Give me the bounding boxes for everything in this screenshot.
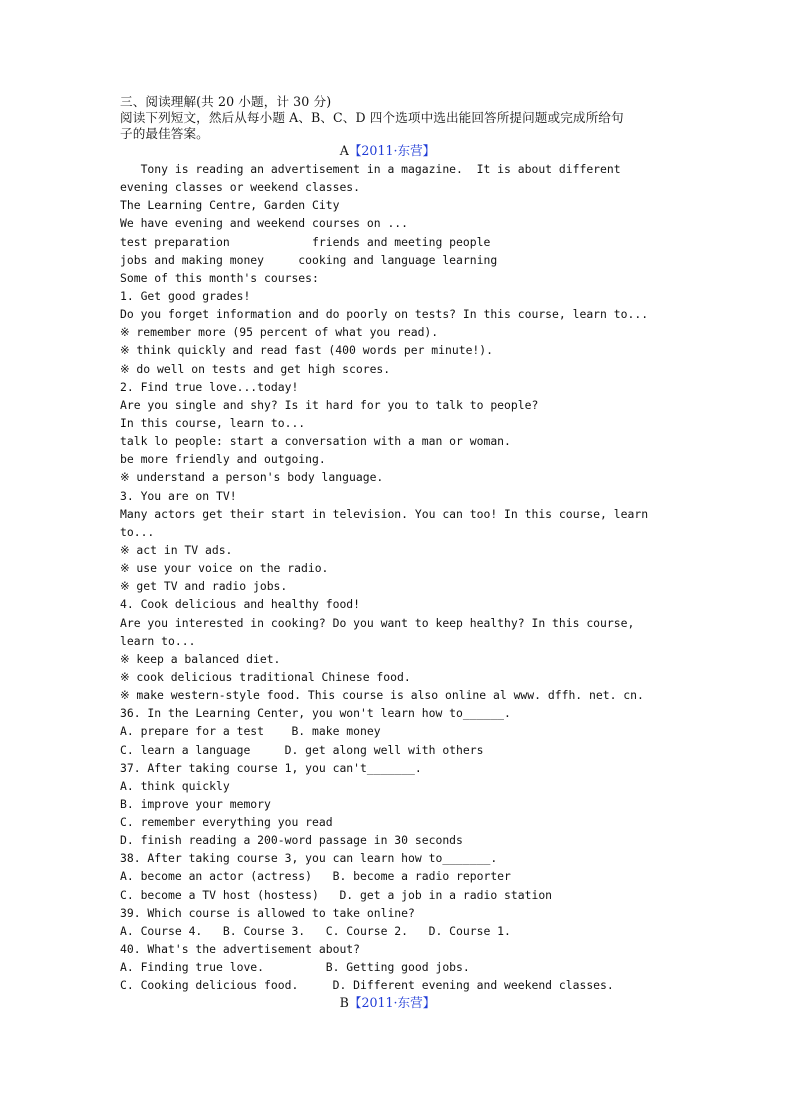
passage-a-source [110,142,665,160]
passage-line: jobs and making money cooking and language learning [120,252,498,267]
passage-line: C. become a TV host (hostess) D. get a job in a radio station [120,887,553,902]
passage-line: 38. After taking course 3, you can learn how to_______. [120,851,498,866]
passage-line: The Learning Centre, Garden City [120,198,340,213]
passage-b-source-tag: 【2011·东营】 [348,995,436,1011]
passage-line: to... [120,524,155,539]
passage-line: learn to... [120,633,196,648]
passage-line: C. Cooking delicious food. D. Different evening and weekend classes. [120,978,614,993]
passage-line: ※ understand a person's body language. [120,470,384,485]
passage-line: A. think quickly [120,778,230,793]
passage-line: Are you single and shy? Is it hard for you to talk to people? [120,397,539,412]
section-heading: 三、阅读理解(共 20 小题，计 30 分) [120,94,332,109]
passage-line: ※ use your voice on the radio. [120,561,329,576]
passage-line: 2. Find true love...today! [120,379,299,394]
passage-line: A. become an actor (actress) B. become a radio reporter [120,869,511,884]
passage-b-source [110,994,665,1012]
passage-line: be more friendly and outgoing. [120,452,326,467]
passage-line: 40. What's the advertisement about? [120,942,361,957]
passage-line: Many actors get their start in television. You can too! In this course, learn [120,506,649,521]
passage-line: A. Finding true love. B. Getting good jobs. [120,960,470,975]
passage-line: In this course, learn to... [120,415,306,430]
passage-line: ※ make western-style food. This course is also online al www. dffh. net. cn. [120,688,644,703]
passage-line: A. Course 4. B. Course 3. C. Course 2. D. Course 1. [120,923,511,938]
passage-line: C. learn a language D. get along well with others [120,742,484,757]
document-page [120,94,665,1012]
passage-line: ※ keep a balanced diet. [120,651,281,666]
passage-line: 1. Get good grades! [120,288,251,303]
passage-line: Tony is reading an advertisement in a magazine. It is about different [120,162,621,176]
passage-line: 37. After taking course 1, you can't_______. [120,760,422,775]
passage-line: A. prepare for a test B. make money [120,724,381,739]
passage-a-label: A [339,143,349,158]
passage-line: C. remember everything you read [120,815,333,830]
passage-line: Some of this month's courses: [120,270,319,285]
passage-line: 4. Cook delicious and healthy food! [120,597,361,612]
passage-line: We have evening and weekend courses on ... [120,216,409,231]
passage-line: ※ remember more (95 percent of what you read). [120,325,439,340]
passage-line: B. improve your memory [120,796,271,811]
passage-line: 36. In the Learning Center, you won't learn how to______. [120,706,511,721]
passage-line: talk lo people: start a conversation with a man or woman. [120,434,511,449]
passage-a-body [120,160,665,994]
passage-line: 3. You are on TV! [120,488,237,503]
passage-line: ※ do well on tests and get high scores. [120,361,391,376]
passage-line: Are you interested in cooking? Do you want to keep healthy? In this course, [120,615,635,630]
passage-line: ※ cook delicious traditional Chinese food. [120,669,411,684]
instruction-line-2: 子的最佳答案。 [120,126,209,141]
passage-line: D. finish reading a 200-word passage in 30 seconds [120,833,463,848]
passage-line: ※ think quickly and read fast (400 words per minute!). [120,343,494,358]
instruction-line-1: 阅读下列短文，然后从每小题 A、B、C、D 四个选项中选出能回答所提问题或完成所给句 [120,110,624,125]
passage-line: test preparation friends and meeting people [120,234,491,249]
passage-a-source-tag: 【2011·东营】 [348,143,436,158]
passage-line: ※ act in TV ads. [120,542,233,557]
passage-b-label: B [339,995,349,1011]
passage-line: 39. Which course is allowed to take online? [120,905,415,920]
passage-line: evening classes or weekend classes. [120,180,361,195]
passage-line: Do you forget information and do poorly on tests? In this course, learn to... [120,307,649,322]
passage-line: ※ get TV and radio jobs. [120,579,288,594]
